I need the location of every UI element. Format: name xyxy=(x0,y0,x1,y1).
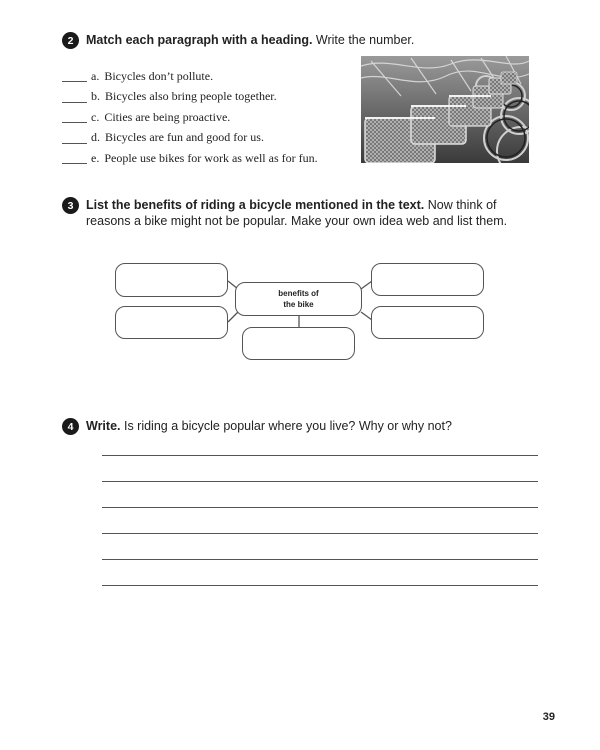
idea-box-bottom-right[interactable] xyxy=(371,306,484,339)
section-4-instruction-rest: Is riding a bicycle popular where you live? Why or why not? xyxy=(120,419,452,433)
section-2-instruction-bold: Match each paragraph with a heading. xyxy=(86,33,313,47)
item-letter: e. xyxy=(91,150,100,165)
idea-web-center: benefits of the bike xyxy=(235,282,362,316)
writing-line[interactable] xyxy=(102,481,538,482)
item-text: Bicycles don’t pollute. xyxy=(104,68,214,83)
section-4-number-badge: 4 xyxy=(62,418,79,435)
item-text: Cities are being proactive. xyxy=(104,109,231,124)
section-2-instruction-rest: Write the number. xyxy=(312,33,415,47)
idea-box-top-left[interactable] xyxy=(115,263,228,297)
item-text: People use bikes for work as well as for fun. xyxy=(104,150,318,165)
item-text: Bicycles also bring people together. xyxy=(105,89,277,104)
item-letter: c. xyxy=(91,109,100,124)
section-4-instruction xyxy=(86,418,541,434)
idea-box-bottom-left[interactable] xyxy=(115,306,228,339)
idea-box-top-right[interactable] xyxy=(371,263,484,296)
section-3-instruction-rest: Now think of reasons a bike might not be popular. Make your own idea web and list them. xyxy=(86,198,508,228)
writing-line[interactable] xyxy=(102,507,538,508)
idea-box-bottom-center[interactable] xyxy=(242,327,355,360)
section-2-number-badge: 2 xyxy=(62,32,79,49)
item-letter: d. xyxy=(91,130,100,145)
page-number: 39 xyxy=(542,711,555,723)
item-text: Bicycles are fun and good for us. xyxy=(105,130,264,145)
section-3-number-badge: 3 xyxy=(62,197,79,214)
writing-line[interactable] xyxy=(102,585,538,586)
writing-line[interactable] xyxy=(102,533,538,534)
connector-bottom-left xyxy=(228,312,238,322)
writing-line[interactable] xyxy=(102,455,538,456)
section-3-instruction-bold: List the benefits of riding a bicycle mentioned in the text. xyxy=(86,198,425,212)
item-letter: b. xyxy=(91,89,100,104)
writing-line[interactable] xyxy=(102,559,538,560)
item-letter: a. xyxy=(91,68,100,83)
section-4-instruction-bold: Write. xyxy=(86,419,121,433)
